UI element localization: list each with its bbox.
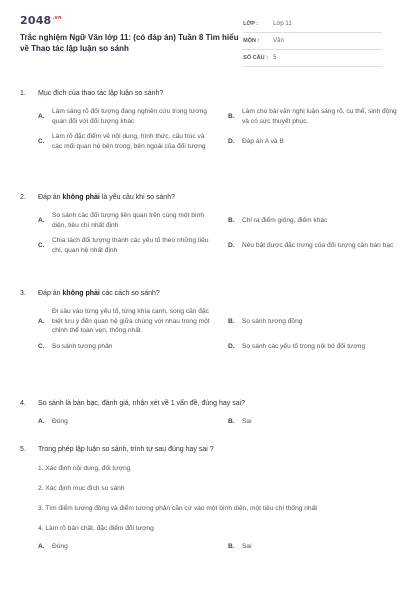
question-prompt: Mục đích của thao tác lập luận so sánh?: [38, 90, 164, 97]
option-text: Sai: [242, 543, 252, 550]
option-letter: C.: [38, 241, 45, 249]
question-4: [20, 399, 382, 445]
option-text: Đi sâu vào từng yếu tố, từng khía cạnh, song cần đặc biệt lưu ý đến quan hệ giữa chúng với nhau trong một chỉnh thể toàn vẹn, thống nhất: [52, 308, 210, 334]
option-d[interactable]: [228, 132, 398, 151]
option-text: Chia tách đối tượng thành các yếu tố theo những tiêu chí, quan hệ nhất định: [52, 237, 209, 254]
question-text: [20, 89, 382, 99]
meta-value: Lớp 11: [273, 21, 292, 27]
option-a[interactable]: [38, 542, 228, 552]
option-letter: B.: [228, 543, 235, 550]
logo-suffix: .vn: [52, 15, 62, 22]
option-text: Làm sáng rõ đối tượng đang nghiên cứu trong tương quan đối với đối tượng khác: [52, 108, 207, 125]
option-letter: B.: [228, 112, 235, 120]
option-b[interactable]: [228, 211, 398, 230]
header-left: [20, 14, 243, 67]
answer-options: [38, 417, 382, 427]
option-b[interactable]: [228, 307, 398, 336]
option-letter: C.: [38, 137, 45, 145]
option-letter: B.: [228, 317, 235, 325]
answer-options: [38, 107, 397, 151]
option-letter: A.: [38, 543, 45, 550]
option-text: Đúng: [52, 543, 68, 550]
question-text: [20, 445, 382, 455]
question-3: [20, 289, 382, 399]
option-text: So sánh tương phản: [52, 342, 113, 350]
option-text: Sai: [242, 418, 252, 425]
prompt-emphasis: không phải: [62, 290, 100, 297]
meta-label: LỚP :: [243, 21, 259, 27]
quiz-meta: [243, 16, 382, 67]
question-prompt: Trong phép lập luận so sánh, trình tự sau đúng hay sai ?: [38, 446, 214, 453]
option-text: Đáp án A và B: [242, 137, 284, 145]
option-text: Chỉ ra điểm giống, điểm khác: [242, 216, 328, 224]
option-text: So sánh các yếu tố trong nội bộ đối tượng: [242, 342, 366, 350]
question-text: [20, 289, 382, 299]
meta-row-subject: [243, 33, 382, 50]
procedure-steps: [38, 464, 382, 533]
step-item: 2. Xác định mục đích so sánh: [38, 485, 125, 492]
prompt-emphasis: không phải: [62, 194, 100, 201]
question-prompt: So sánh là bàn bạc, đánh giá, nhận xét về 1 vấn đề, đúng hay sai?: [38, 400, 246, 407]
option-letter: A.: [38, 216, 45, 224]
option-letter: A.: [38, 317, 45, 325]
option-text: Làm rõ đặc điểm về nội dung, hình thức, cấu trúc và các mối quan hệ bên trong, bên ngoài của đối tượng: [52, 133, 206, 150]
option-letter: D.: [228, 137, 235, 145]
option-text: Làm cho bài văn nghị luận sáng rõ, cụ thể, sinh động và có sức thuyết phục.: [242, 108, 397, 125]
question-text: [20, 193, 382, 203]
option-letter: B.: [228, 418, 235, 425]
option-a[interactable]: [38, 307, 228, 336]
logo-text: 2048: [20, 14, 52, 27]
option-c[interactable]: [38, 236, 228, 255]
option-letter: D.: [228, 342, 235, 350]
meta-value: Văn: [273, 38, 284, 44]
question-5: [20, 445, 382, 552]
answer-options: [38, 542, 382, 552]
prompt-post: các cách so sánh?: [99, 290, 160, 297]
question-prompt: [38, 289, 160, 299]
step-item: 1. Xác định nội dung, đối tượng: [38, 465, 131, 472]
option-a[interactable]: [38, 211, 228, 230]
question-number: 3.: [20, 290, 26, 297]
question-prompt: [38, 193, 175, 203]
question-number: 5.: [20, 446, 26, 453]
option-d[interactable]: [228, 342, 398, 352]
option-b[interactable]: [228, 542, 398, 552]
page-header: [20, 14, 382, 67]
option-text: Đúng: [52, 418, 68, 425]
prompt-pre: Đáp án: [38, 290, 63, 297]
site-logo[interactable]: [20, 14, 243, 27]
meta-row-class: [243, 16, 382, 33]
option-b[interactable]: [228, 417, 398, 427]
step-item: 3. Tìm điểm tương đồng và điểm tương phản căn cứ vào một bình diện, một tiêu chí thống nhất: [38, 505, 318, 512]
prompt-post: là yêu cầu khi so sánh?: [99, 194, 175, 201]
question-number: 1.: [20, 90, 26, 97]
meta-row-count: [243, 50, 382, 67]
prompt-pre: Đáp án: [38, 194, 63, 201]
question-2: [20, 193, 394, 289]
meta-value: 5: [273, 55, 277, 61]
question-number: 2.: [20, 194, 26, 201]
option-letter: D.: [228, 241, 235, 249]
step-item: 4. Làm rõ bản chất, đặc điểm đối tượng: [38, 525, 154, 532]
option-c[interactable]: [38, 132, 228, 151]
answer-options: [38, 307, 382, 351]
meta-label: SỐ CÂU :: [243, 55, 268, 61]
question-list: [20, 89, 397, 552]
answer-options: [38, 211, 394, 255]
meta-label: MÔN :: [243, 38, 260, 44]
option-d[interactable]: [228, 236, 398, 255]
option-letter: C.: [38, 342, 45, 350]
option-text: So sánh tương đồng: [242, 317, 303, 325]
option-text: So sánh các đối tượng liên quan trên cùng một bình diện, tiêu chí nhất định: [52, 212, 205, 229]
option-letter: A.: [38, 112, 45, 120]
option-a[interactable]: [38, 417, 228, 427]
page-title: Trắc nghiệm Ngữ Văn lớp 11: (có đáp án) Tuần 8 Tìm hiểu về Thao tác lập luận so sánh: [20, 33, 239, 53]
option-text: Nêu bật được đặc trưng của đối tượng cần bàn bạc: [242, 241, 394, 249]
question-1: [20, 89, 397, 193]
option-letter: B.: [228, 216, 235, 224]
option-c[interactable]: [38, 342, 228, 352]
question-number: 4.: [20, 400, 26, 407]
option-letter: A.: [38, 418, 45, 425]
option-b[interactable]: [228, 107, 398, 126]
question-text: [20, 399, 382, 409]
option-a[interactable]: [38, 107, 228, 126]
